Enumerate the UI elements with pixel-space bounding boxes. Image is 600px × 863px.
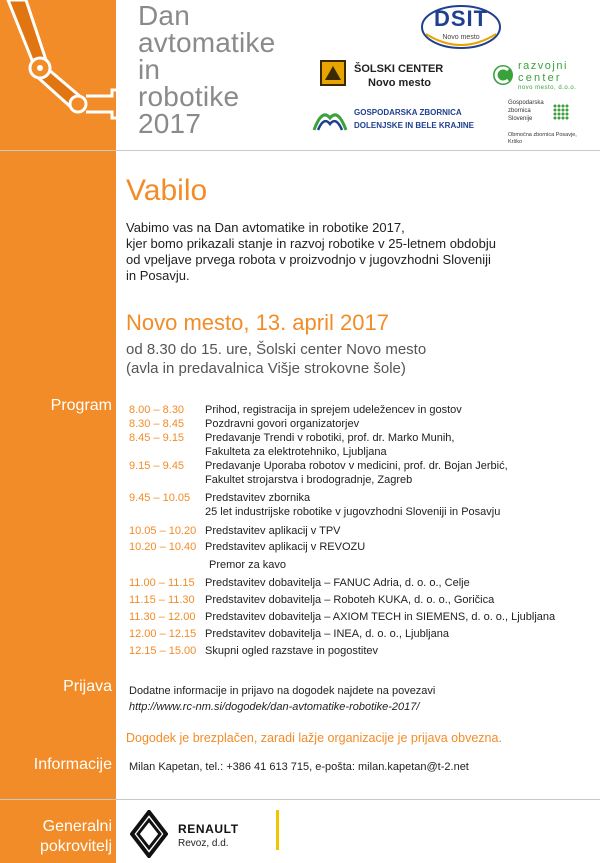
- dsit-logo-text: DSIT: [433, 6, 489, 31]
- schedule-time: 10.05 – 10.20: [129, 525, 197, 537]
- section-label-prijava: Prijava: [63, 678, 112, 695]
- section-label-informacije: Informacije: [33, 756, 112, 773]
- intro-line: od vpeljave prvega robota v proizvodnjo v jugovzhodni Sloveniji: [126, 252, 491, 267]
- razvojni-center-logo: [492, 58, 592, 94]
- gzs-line1: Gospodarska: [508, 100, 544, 106]
- schedule-time: 10.20 – 10.40: [129, 541, 197, 553]
- schedule-time: 9.45 – 10.05: [129, 492, 191, 504]
- schedule-time: 8.00 – 8.30: [129, 404, 185, 416]
- title-line: Dan: [138, 0, 190, 31]
- schedule-desc: Fakulteta za elektrotehniko, Ljubljana: [205, 446, 387, 458]
- title-line: robotike: [138, 81, 240, 112]
- schedule-desc: 25 let industrijske robotike v jugovzhodni Sloveniji in Posavju: [205, 506, 501, 518]
- solski-center-logo: [320, 60, 470, 94]
- schedule-row: [129, 576, 470, 590]
- dsit-logo: [420, 4, 502, 50]
- registration-text: Dodatne informacije in prijavo na dogodek najdete na povezavi: [129, 685, 436, 697]
- title-line: avtomatike: [138, 27, 276, 58]
- divider-top: [0, 150, 600, 151]
- razvojni-center-mark: [492, 64, 514, 86]
- gzs-line3: Slovenije: [508, 116, 533, 122]
- schedule-desc: Premor za kavo: [209, 559, 287, 571]
- event-time-line1: od 8.30 do 15. ure, Šolski center Novo mesto: [126, 341, 427, 358]
- solski-center-name: ŠOLSKI CENTER: [354, 63, 444, 75]
- section-label-sponsor-line1: Generalni: [42, 818, 112, 835]
- title-line: in: [138, 54, 161, 85]
- schedule-desc: Skupni ogled razstave in pogostitev: [205, 645, 379, 657]
- schedule-row: [129, 610, 556, 624]
- schedule-desc: Predstavitev dobavitelja – INEA, d. o. o., Ljubljana: [205, 628, 449, 640]
- schedule-desc: Predstavitev aplikacij v REVOZU: [205, 541, 366, 553]
- schedule-time: 8.45 – 9.15: [129, 432, 185, 444]
- schedule-desc: Predstavitev zbornika: [205, 492, 311, 504]
- schedule-desc: Prihod, registracija in sprejem udeležencev in gostov: [205, 404, 462, 416]
- title-line: 2017: [138, 108, 202, 139]
- schedule-row: [129, 644, 379, 658]
- contact-info: Milan Kapetan, tel.: +386 41 613 715, e-pošta: milan.kapetan@t-2.net: [129, 761, 469, 773]
- event-time-line2: (avla in predavalnica Višje strokovne šole): [126, 360, 406, 377]
- schedule-row: [129, 524, 341, 538]
- schedule-row: [129, 459, 508, 473]
- event-date: Novo mesto, 13. april 2017: [126, 310, 389, 335]
- schedule-row: [129, 593, 495, 607]
- gz-dolenjske-line2: DOLENJSKE IN BELE KRAJINE: [354, 121, 475, 130]
- gzs-line2: zbornica: [508, 108, 531, 114]
- intro-line: in Posavju.: [126, 268, 190, 283]
- schedule-row: [129, 403, 462, 417]
- gz-dolenjske-line1: GOSPODARSKA ZBORNICA: [354, 108, 462, 117]
- razvojni-center-line2: center: [518, 72, 562, 84]
- schedule-row: [129, 540, 366, 554]
- schedule-row: [129, 627, 449, 641]
- schedule-desc: Predstavitev aplikacij v TPV: [205, 525, 341, 537]
- schedule-desc: Predavanje Uporaba robotov v medicini, prof. dr. Bojan Jerbić,: [205, 460, 508, 472]
- section-label-program: Program: [50, 397, 112, 414]
- schedule-time: 9.15 – 9.45: [129, 460, 185, 472]
- schedule-desc: Pozdravni govori organizatorjev: [205, 418, 360, 430]
- schedule-desc: Predstavitev dobavitelja – FANUC Adria, d. o. o., Celje: [205, 577, 470, 589]
- razvojni-center-line3: novo mesto, d.o.o.: [518, 85, 577, 91]
- registration-link[interactable]: http://www.rc-nm.si/dogodek/dan-avtomatike-robotike-2017/: [129, 701, 420, 713]
- registration-note: Dogodek je brezplačen, zaradi lažje organizacije je prijava obvezna.: [126, 731, 502, 745]
- gz-dolenjske-mark: [312, 106, 348, 134]
- event-time: [126, 340, 426, 378]
- event-title: [138, 2, 338, 137]
- schedule-time: 11.00 – 11.15: [129, 577, 195, 589]
- sponsor-accent-bar: [276, 810, 279, 850]
- sponsor-name: RENAULT: [178, 822, 239, 836]
- dsit-logo-sub: Novo mesto: [442, 34, 480, 41]
- sponsor-subtitle: Revoz, d.d.: [178, 838, 229, 849]
- schedule-desc: Fakultet strojarstva i brodogradnje, Zagreb: [205, 474, 413, 486]
- renault-logo-icon: [130, 810, 168, 858]
- gzs-office-line1: Območna zbornica Posavje,: [508, 132, 577, 138]
- intro-line: Vabimo vas na Dan avtomatike in robotike 2017,: [126, 220, 405, 235]
- schedule-time: 8.30 – 8.45: [129, 418, 185, 430]
- schedule-time: 12.00 – 12.15: [129, 628, 197, 640]
- gzs-dot-grid-icon: [553, 104, 569, 120]
- intro-line: kjer bomo prikazali stanje in razvoj robotike v 25-letnem obdobju: [126, 236, 496, 251]
- gz-dolenjske-logo: [312, 106, 492, 136]
- section-label-sponsor-line2: pokrovitelj: [39, 838, 112, 855]
- schedule-row: [129, 417, 360, 431]
- schedule-time: 11.30 – 12.00: [129, 611, 196, 623]
- schedule-row: [129, 431, 455, 445]
- schedule-row: [129, 491, 311, 505]
- registration-info: [129, 683, 435, 715]
- schedule-desc: Predavanje Trendi v robotiki, prof. dr. Marko Munih,: [205, 432, 455, 444]
- gzs-office-line2: Krško: [508, 139, 523, 145]
- schedule-desc: Predstavitev dobavitelja – AXIOM TECH in SIEMENS, d. o. o., Ljubljana: [205, 611, 556, 623]
- schedule-desc: Predstavitev dobavitelja – Roboteh KUKA, d. o. o., Goričica: [205, 594, 495, 606]
- schedule-time: 12.15 – 15.00: [129, 645, 197, 657]
- divider-bottom: [0, 799, 600, 800]
- solski-center-city: Novo mesto: [368, 77, 431, 89]
- invitation-heading: Vabilo: [126, 174, 208, 207]
- razvojni-center-line1: razvojni: [518, 60, 568, 72]
- solski-center-mark: [320, 60, 346, 86]
- robot-arm-illustration: [0, 0, 116, 150]
- invitation-text: [126, 220, 586, 284]
- gzs-logo: [508, 100, 598, 150]
- schedule-time: 11.15 – 11.30: [129, 594, 195, 606]
